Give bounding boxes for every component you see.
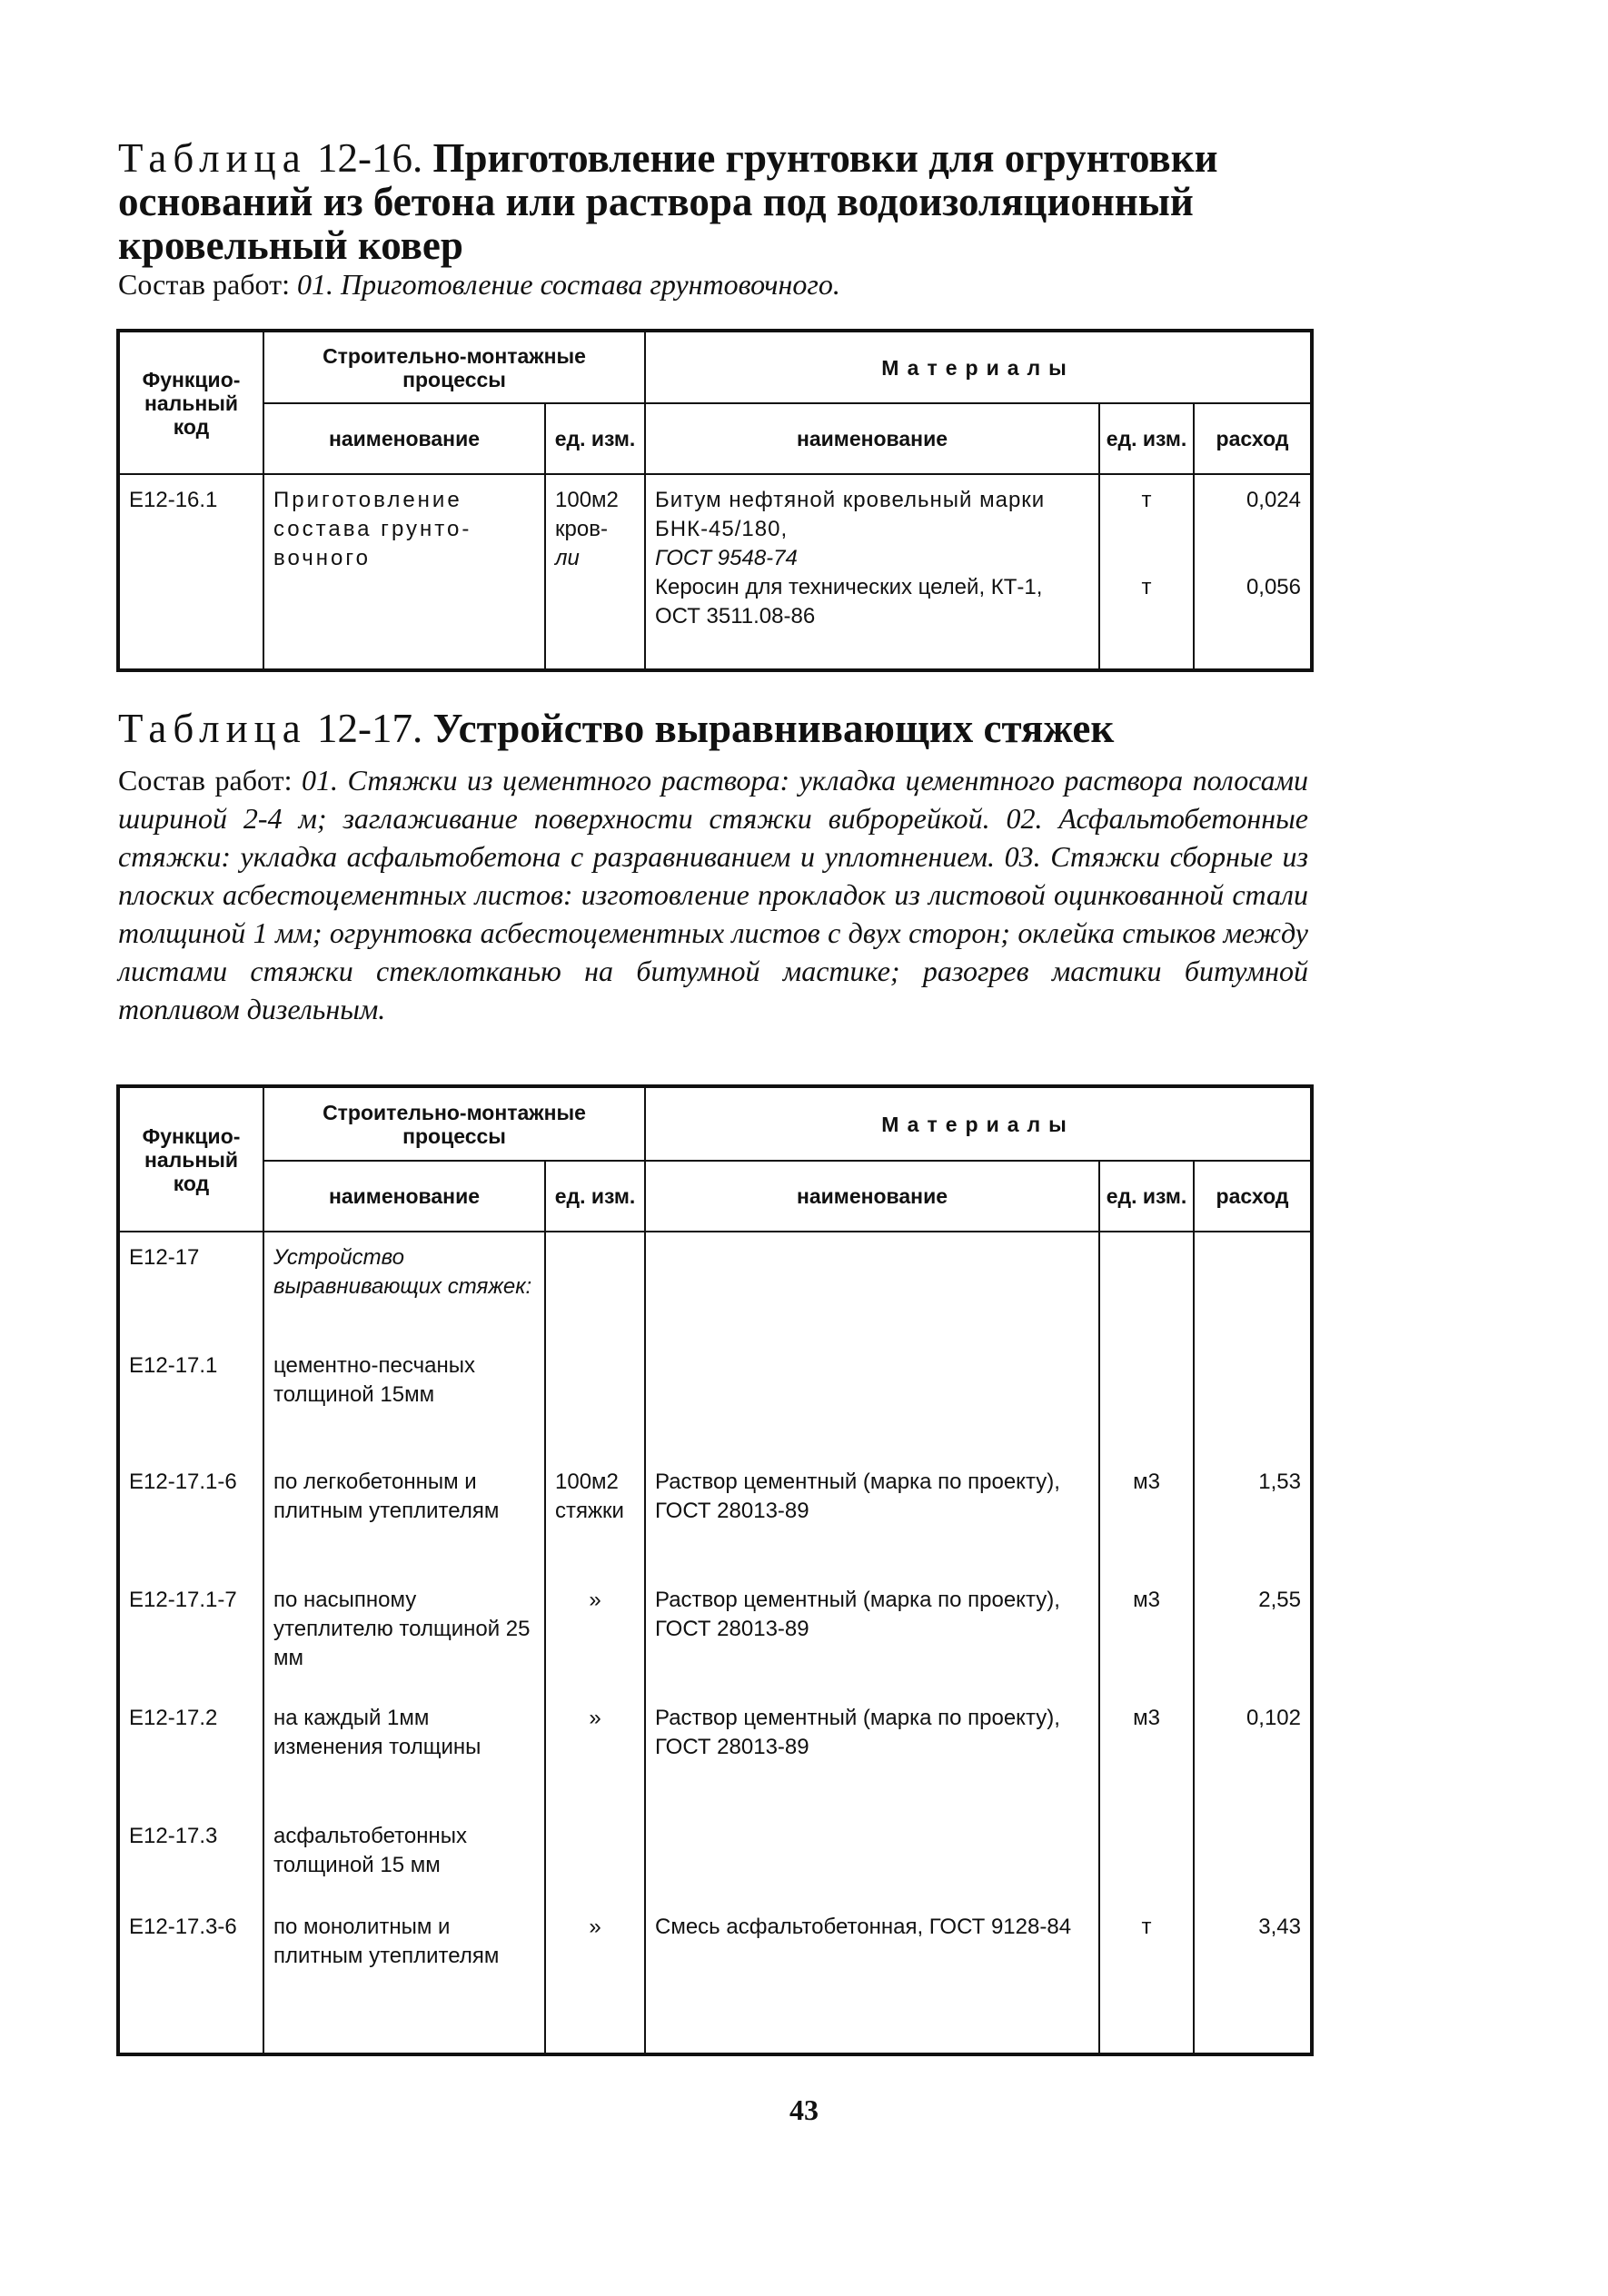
row-material-units xyxy=(1099,474,1194,670)
row-consumption xyxy=(1194,474,1312,670)
row-process: цементно-песчаных толщиной 15мм xyxy=(263,1348,545,1464)
header-materials: Материалы xyxy=(645,331,1312,403)
table-label: Таблица xyxy=(118,706,307,751)
row-code: Е12-17.1-6 xyxy=(118,1464,263,1582)
table-12-16-title xyxy=(118,136,1308,267)
row-unit-line-1: 100м2 xyxy=(555,488,619,512)
table-12-16 xyxy=(116,329,1314,672)
row-material-unit: м3 xyxy=(1099,1582,1194,1700)
material-2-unit: т xyxy=(1141,575,1152,599)
material-2-qty: 0,056 xyxy=(1246,575,1301,599)
header-material-name: наименование xyxy=(645,403,1099,474)
table-row xyxy=(118,1582,1312,1700)
table-row xyxy=(118,1818,1312,1909)
row-code: Е12-17.1-7 xyxy=(118,1582,263,1700)
row-qty: 2,55 xyxy=(1194,1582,1312,1700)
row-code: Е12-17.2 xyxy=(118,1700,263,1818)
table-row xyxy=(118,1464,1312,1582)
row-code: Е12-17 xyxy=(118,1232,263,1348)
table-title-text: Устройство выравнивающих стяжек xyxy=(432,706,1115,751)
row-unit xyxy=(545,474,645,670)
header-process-name: наименование xyxy=(263,1161,545,1232)
row-material: Смесь асфальтобетонная, ГОСТ 9128-84 xyxy=(645,1909,1099,2054)
row-material: Раствор цементный (марка по проекту), ГОСТ 28013-89 xyxy=(645,1582,1099,1700)
row-material: Раствор цементный (марка по проекту), ГОСТ 28013-89 xyxy=(645,1700,1099,1818)
row-material-unit xyxy=(1099,1348,1194,1464)
header-process-unit: ед. изм. xyxy=(545,1161,645,1232)
row-unit xyxy=(545,1818,645,1909)
row-process: асфальтобетонных толщиной 15 мм xyxy=(263,1818,545,1909)
row-unit-line-3: ли xyxy=(555,546,580,570)
row-material-unit xyxy=(1099,1232,1194,1348)
row-materials xyxy=(645,474,1099,670)
table-label: Таблица xyxy=(118,135,307,181)
row-code: Е12-17.3-6 xyxy=(118,1909,263,2054)
row-qty xyxy=(1194,1232,1312,1348)
material-1-qty: 0,024 xyxy=(1246,488,1301,512)
row-material-unit: т xyxy=(1099,1909,1194,2054)
row-material xyxy=(645,1818,1099,1909)
table-number: 12-16. xyxy=(316,135,423,181)
header-func-code: Функцио-нальный код xyxy=(118,331,263,474)
header-materials: Материалы xyxy=(645,1086,1312,1161)
table-row xyxy=(118,474,1312,670)
composition-label: Состав работ: xyxy=(118,268,290,301)
page-number: 43 xyxy=(789,2093,819,2126)
header-processes: Строительно-монтажные процессы xyxy=(263,331,645,403)
row-code: Е12-17.1 xyxy=(118,1348,263,1464)
row-unit: » xyxy=(545,1909,645,2054)
row-code: Е12-17.3 xyxy=(118,1818,263,1909)
row-material: Раствор цементный (марка по проекту), ГОСТ 28013-89 xyxy=(645,1464,1099,1582)
header-processes: Строительно-монтажные процессы xyxy=(263,1086,645,1161)
row-qty: 1,53 xyxy=(1194,1464,1312,1582)
composition-text: 01. Стяжки из цементного раствора: укладка цементного раствора полосами шириной 2-4 м; заглаживание поверхности стяжки виброрейкой. 02. Асфальтобетонные стяжки: укладка асфальтобетона с разравниванием и уплотнением. 03. Стяжки сборные из плоских асбестоцементных листов: изготовление прокладок из листовой оцинкованной стали толщиной 1 мм; огрунтовка асбестоцементных листов с двух сторон; оклейка стыков между листами стяжки стеклотканью на битумной мастике; разогрев мастики битумной топливом дизельным. xyxy=(118,764,1309,1025)
row-qty: 3,43 xyxy=(1194,1909,1312,2054)
table-title-text: Приготовление грунтовки для огрунтовки оснований из бетона или раствора под водоизоляционный кровельный ковер xyxy=(118,135,1218,268)
row-unit: » xyxy=(545,1700,645,1818)
material-1-unit: т xyxy=(1141,488,1152,512)
row-process: на каждый 1мм изменения толщины xyxy=(263,1700,545,1818)
composition-text: 01. Приготовление состава грунтовочного. xyxy=(296,268,840,301)
row-process: Приготовление состава грунто-вочного xyxy=(263,474,545,670)
table-row xyxy=(118,1909,1312,2054)
row-process: по насыпному утеплителю толщиной 25 мм xyxy=(263,1582,545,1700)
row-material-unit: м3 xyxy=(1099,1464,1194,1582)
row-code: Е12-16.1 xyxy=(118,474,263,670)
header-material-name: наименование xyxy=(645,1161,1099,1232)
header-material-unit: ед. изм. xyxy=(1099,403,1194,474)
row-unit-line-2: кров- xyxy=(555,517,608,541)
header-func-code: Функцио-нальный код xyxy=(118,1086,263,1232)
material-1-standard: ГОСТ 9548-74 xyxy=(655,546,798,570)
table-number: 12-17. xyxy=(316,706,423,751)
table-12-17-title xyxy=(118,707,1308,750)
header-consumption: расход xyxy=(1194,1161,1312,1232)
material-1-name: Битум нефтяной кровельный марки БНК-45/180, xyxy=(655,488,1046,541)
composition-label: Состав работ: xyxy=(118,764,293,797)
row-qty xyxy=(1194,1348,1312,1464)
table-row xyxy=(118,1232,1312,1348)
row-process: по монолитным и плитным утеплителям xyxy=(263,1909,545,2054)
header-process-name: наименование xyxy=(263,403,545,474)
row-material-unit: м3 xyxy=(1099,1700,1194,1818)
header-consumption: расход xyxy=(1194,403,1312,474)
row-process: Устройство выравнивающих стяжек: xyxy=(263,1232,545,1348)
table-row xyxy=(118,1700,1312,1818)
table-12-17-composition xyxy=(118,761,1308,1028)
table-12-16-composition xyxy=(118,265,1308,303)
row-qty: 0,102 xyxy=(1194,1700,1312,1818)
material-2-name: Керосин для технических целей, КТ-1, ОСТ 3511.08-86 xyxy=(655,575,1043,628)
row-qty xyxy=(1194,1818,1312,1909)
row-unit xyxy=(545,1348,645,1464)
row-unit xyxy=(545,1232,645,1348)
row-unit: 100м2 стяжки xyxy=(545,1464,645,1582)
row-process: по легкобетонным и плитным утеплителям xyxy=(263,1464,545,1582)
header-material-unit: ед. изм. xyxy=(1099,1161,1194,1232)
header-process-unit: ед. изм. xyxy=(545,403,645,474)
row-material xyxy=(645,1232,1099,1348)
table-12-17 xyxy=(116,1084,1314,2056)
table-row xyxy=(118,1348,1312,1464)
row-material xyxy=(645,1348,1099,1464)
row-unit: » xyxy=(545,1582,645,1700)
row-material-unit xyxy=(1099,1818,1194,1909)
